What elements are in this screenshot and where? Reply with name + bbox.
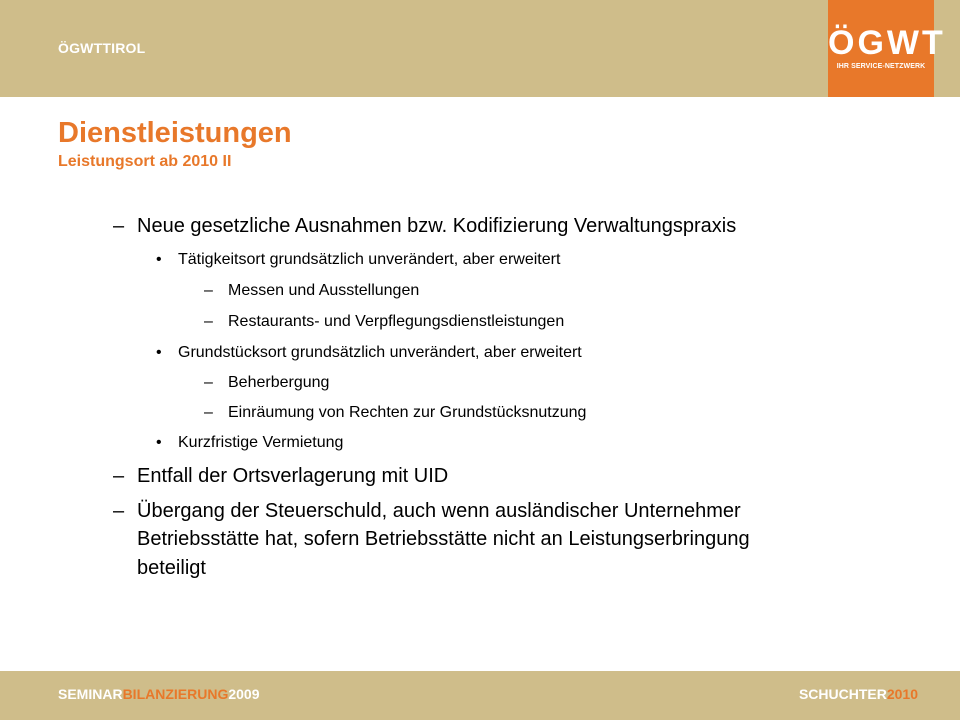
footer-right-label [799, 686, 918, 702]
oegwt-logo [828, 0, 946, 97]
dot-marker: • [156, 251, 162, 268]
dash-marker: – [113, 215, 125, 237]
brand-label [58, 40, 145, 56]
logo-word: ÖGWT [828, 24, 946, 62]
bullet-level1-continuation: beteiligt [137, 557, 206, 579]
footer-bilanzierung: BILANZIERUNG [122, 686, 229, 702]
slide-title: Dienstleistungen [58, 117, 292, 149]
dash-marker: – [204, 404, 213, 421]
brand-part-tirol: TIROL [102, 40, 146, 56]
bullet-level3: Einräumung von Rechten zur Grundstücksnutzung [228, 404, 587, 421]
footer-right-year: 2010 [886, 686, 918, 702]
dash-marker: – [204, 374, 213, 391]
slide-subtitle: Leistungsort ab 2010 II [58, 153, 232, 170]
dash-marker: – [204, 313, 213, 330]
bullet-level3: Restaurants- und Verpflegungsdienstleistungen [228, 313, 565, 330]
bullet-level2: Kurzfristige Vermietung [178, 434, 344, 451]
bullet-level3: Beherbergung [228, 374, 330, 391]
dash-marker: – [204, 282, 213, 299]
bullet-level1: Neue gesetzliche Ausnahmen bzw. Kodifizierung Verwaltungspraxis [137, 215, 737, 237]
footer-year: 2009 [228, 686, 260, 702]
logo-tagline: IHR SERVICE-NETZWERK [836, 63, 926, 70]
dot-marker: • [156, 434, 162, 451]
bullet-level2: Tätigkeitsort grundsätzlich unverändert, aber erweitert [178, 251, 561, 268]
footer-seminar: SEMINAR [58, 686, 123, 702]
bullet-level1: Entfall der Ortsverlagerung mit UID [137, 465, 449, 487]
dash-marker: – [113, 500, 125, 522]
bullet-level2: Grundstücksort grundsätzlich unverändert, aber erweitert [178, 344, 582, 361]
footer-schuchter: SCHUCHTER [798, 686, 887, 702]
bullet-level1: Übergang der Steuerschuld, auch wenn ausländischer Unternehmer [137, 500, 741, 522]
brand-part-oegwt: ÖGWT [58, 40, 103, 56]
footer-left-label [58, 686, 260, 702]
bullet-level3: Messen und Ausstellungen [228, 282, 420, 299]
bullet-level1-continuation: Betriebsstätte hat, sofern Betriebsstätte nicht an Leistungserbringung [137, 528, 750, 550]
dash-marker: – [113, 465, 125, 487]
dot-marker: • [156, 344, 162, 361]
